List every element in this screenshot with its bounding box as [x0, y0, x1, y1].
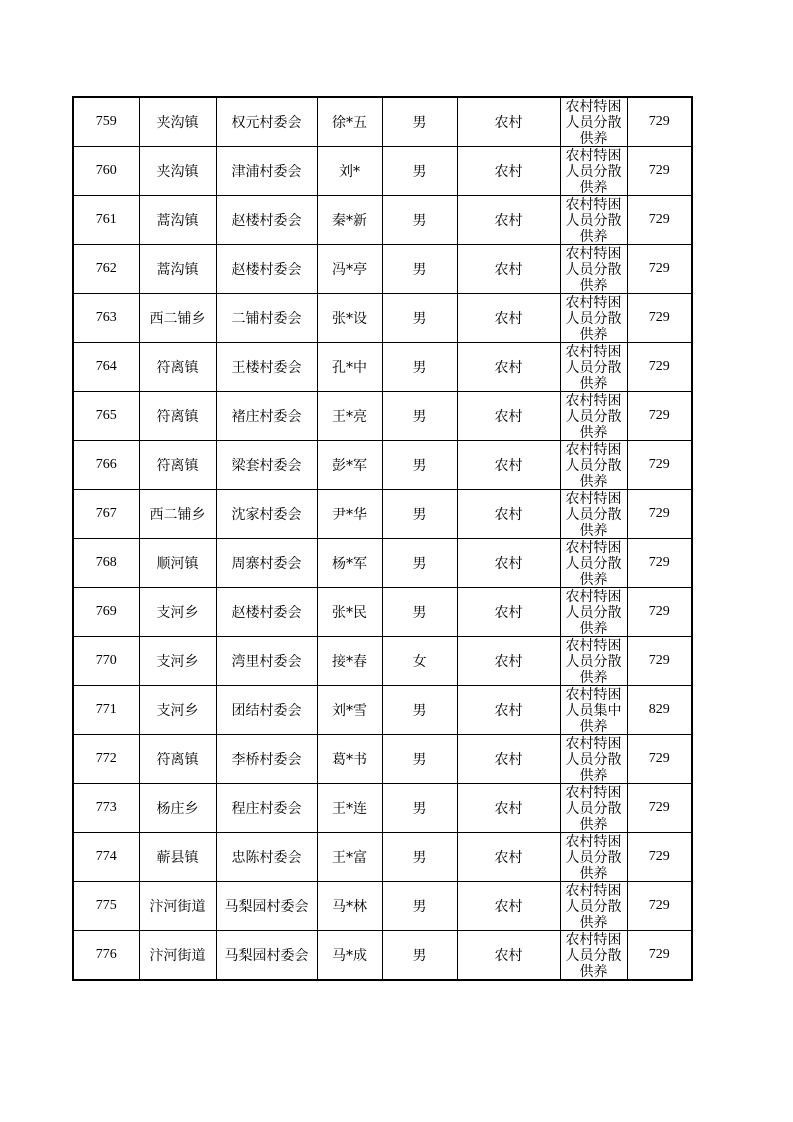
- cell-name: 王*富: [317, 833, 382, 882]
- support-type-text: 农村特困人员集中供养: [565, 687, 622, 734]
- table-row: [73, 441, 692, 490]
- table-row: [73, 784, 692, 833]
- cell-town: 蕲县镇: [139, 833, 216, 882]
- cell-support-type: [560, 196, 627, 245]
- cell-name: 秦*新: [317, 196, 382, 245]
- cell-name: 刘*雪: [317, 686, 382, 735]
- cell-town: 汴河街道: [139, 882, 216, 931]
- cell-gender: 男: [382, 245, 457, 294]
- support-type-text: 农村特困人员分散供养: [565, 148, 622, 195]
- cell-area: 农村: [457, 833, 560, 882]
- cell-village: 赵楼村委会: [216, 588, 317, 637]
- cell-amount: 729: [627, 637, 692, 686]
- cell-gender: 男: [382, 441, 457, 490]
- cell-number: 774: [73, 833, 139, 882]
- cell-area: 农村: [457, 245, 560, 294]
- cell-village: 赵楼村委会: [216, 245, 317, 294]
- cell-number: 759: [73, 97, 139, 147]
- cell-name: 刘*: [317, 147, 382, 196]
- cell-amount: 729: [627, 833, 692, 882]
- cell-number: 770: [73, 637, 139, 686]
- cell-gender: 男: [382, 392, 457, 441]
- cell-town: 符离镇: [139, 735, 216, 784]
- table-row: [73, 196, 692, 245]
- cell-area: 农村: [457, 294, 560, 343]
- table-body: [73, 97, 692, 980]
- cell-town: 符离镇: [139, 441, 216, 490]
- support-type-text: 农村特困人员分散供养: [565, 246, 622, 293]
- cell-amount: 729: [627, 735, 692, 784]
- cell-area: 农村: [457, 735, 560, 784]
- cell-amount: 729: [627, 588, 692, 637]
- cell-gender: 男: [382, 833, 457, 882]
- cell-village: 李桥村委会: [216, 735, 317, 784]
- cell-area: 农村: [457, 196, 560, 245]
- cell-amount: 729: [627, 882, 692, 931]
- cell-area: 农村: [457, 686, 560, 735]
- table-row: [73, 97, 692, 147]
- cell-support-type: [560, 441, 627, 490]
- cell-amount: 729: [627, 931, 692, 981]
- cell-amount: 729: [627, 245, 692, 294]
- cell-area: 农村: [457, 784, 560, 833]
- support-type-text: 农村特困人员分散供养: [565, 932, 622, 979]
- cell-village: 王楼村委会: [216, 343, 317, 392]
- cell-amount: 729: [627, 97, 692, 147]
- support-type-text: 农村特困人员分散供养: [565, 393, 622, 440]
- cell-name: 徐*五: [317, 97, 382, 147]
- cell-support-type: [560, 245, 627, 294]
- cell-support-type: [560, 588, 627, 637]
- cell-village: 权元村委会: [216, 97, 317, 147]
- cell-village: 二铺村委会: [216, 294, 317, 343]
- cell-amount: 729: [627, 147, 692, 196]
- cell-amount: 729: [627, 196, 692, 245]
- cell-number: 761: [73, 196, 139, 245]
- cell-amount: 729: [627, 392, 692, 441]
- cell-gender: 男: [382, 490, 457, 539]
- cell-number: 772: [73, 735, 139, 784]
- cell-amount: 729: [627, 441, 692, 490]
- table-row: [73, 245, 692, 294]
- cell-area: 农村: [457, 343, 560, 392]
- cell-area: 农村: [457, 97, 560, 147]
- cell-gender: 男: [382, 196, 457, 245]
- cell-name: 王*亮: [317, 392, 382, 441]
- cell-village: 沈家村委会: [216, 490, 317, 539]
- table-row: [73, 392, 692, 441]
- support-type-text: 农村特困人员分散供养: [565, 834, 622, 881]
- cell-number: 763: [73, 294, 139, 343]
- table-row: [73, 931, 692, 981]
- cell-support-type: [560, 931, 627, 981]
- cell-support-type: [560, 147, 627, 196]
- cell-town: 杨庄乡: [139, 784, 216, 833]
- cell-name: 王*连: [317, 784, 382, 833]
- cell-village: 忠陈村委会: [216, 833, 317, 882]
- cell-support-type: [560, 686, 627, 735]
- cell-gender: 男: [382, 882, 457, 931]
- cell-town: 夹沟镇: [139, 97, 216, 147]
- table-row: [73, 686, 692, 735]
- cell-gender: 男: [382, 539, 457, 588]
- cell-village: 赵楼村委会: [216, 196, 317, 245]
- cell-number: 765: [73, 392, 139, 441]
- cell-town: 支河乡: [139, 588, 216, 637]
- cell-gender: 男: [382, 686, 457, 735]
- support-type-text: 农村特困人员分散供养: [565, 736, 622, 783]
- cell-village: 团结村委会: [216, 686, 317, 735]
- cell-name: 张*设: [317, 294, 382, 343]
- cell-name: 接*春: [317, 637, 382, 686]
- cell-name: 冯*亭: [317, 245, 382, 294]
- cell-number: 773: [73, 784, 139, 833]
- cell-name: 马*成: [317, 931, 382, 981]
- cell-amount: 729: [627, 539, 692, 588]
- cell-support-type: [560, 294, 627, 343]
- cell-support-type: [560, 539, 627, 588]
- cell-support-type: [560, 784, 627, 833]
- cell-village: 湾里村委会: [216, 637, 317, 686]
- cell-area: 农村: [457, 882, 560, 931]
- cell-village: 褚庄村委会: [216, 392, 317, 441]
- cell-number: 775: [73, 882, 139, 931]
- support-type-text: 农村特困人员分散供养: [565, 344, 622, 391]
- cell-gender: 男: [382, 931, 457, 981]
- cell-support-type: [560, 735, 627, 784]
- cell-number: 768: [73, 539, 139, 588]
- records-table: [72, 96, 693, 981]
- cell-number: 776: [73, 931, 139, 981]
- cell-name: 张*民: [317, 588, 382, 637]
- cell-number: 771: [73, 686, 139, 735]
- cell-village: 周寨村委会: [216, 539, 317, 588]
- cell-support-type: [560, 637, 627, 686]
- table-row: [73, 637, 692, 686]
- cell-area: 农村: [457, 637, 560, 686]
- cell-support-type: [560, 343, 627, 392]
- cell-gender: 女: [382, 637, 457, 686]
- support-type-text: 农村特困人员分散供养: [565, 442, 622, 489]
- support-type-text: 农村特困人员分散供养: [565, 540, 622, 587]
- cell-amount: 829: [627, 686, 692, 735]
- cell-gender: 男: [382, 147, 457, 196]
- table-row: [73, 588, 692, 637]
- cell-gender: 男: [382, 294, 457, 343]
- cell-number: 760: [73, 147, 139, 196]
- cell-name: 彭*军: [317, 441, 382, 490]
- cell-name: 马*林: [317, 882, 382, 931]
- support-type-text: 农村特困人员分散供养: [565, 491, 622, 538]
- cell-village: 马梨园村委会: [216, 931, 317, 981]
- cell-town: 支河乡: [139, 637, 216, 686]
- cell-village: 梁套村委会: [216, 441, 317, 490]
- cell-town: 夹沟镇: [139, 147, 216, 196]
- cell-town: 顺河镇: [139, 539, 216, 588]
- table-row: [73, 343, 692, 392]
- support-type-text: 农村特困人员分散供养: [565, 589, 622, 636]
- table-row: [73, 882, 692, 931]
- cell-area: 农村: [457, 441, 560, 490]
- cell-town: 蒿沟镇: [139, 196, 216, 245]
- cell-gender: 男: [382, 343, 457, 392]
- cell-number: 769: [73, 588, 139, 637]
- cell-support-type: [560, 490, 627, 539]
- cell-gender: 男: [382, 784, 457, 833]
- cell-village: 马梨园村委会: [216, 882, 317, 931]
- cell-area: 农村: [457, 539, 560, 588]
- cell-amount: 729: [627, 294, 692, 343]
- cell-area: 农村: [457, 931, 560, 981]
- cell-village: 程庄村委会: [216, 784, 317, 833]
- cell-village: 津浦村委会: [216, 147, 317, 196]
- cell-town: 符离镇: [139, 392, 216, 441]
- cell-amount: 729: [627, 490, 692, 539]
- cell-area: 农村: [457, 392, 560, 441]
- cell-area: 农村: [457, 588, 560, 637]
- cell-name: 尹*华: [317, 490, 382, 539]
- table-row: [73, 833, 692, 882]
- support-type-text: 农村特困人员分散供养: [565, 785, 622, 832]
- cell-town: 支河乡: [139, 686, 216, 735]
- cell-number: 764: [73, 343, 139, 392]
- cell-number: 762: [73, 245, 139, 294]
- cell-town: 蒿沟镇: [139, 245, 216, 294]
- cell-support-type: [560, 392, 627, 441]
- support-type-text: 农村特困人员分散供养: [565, 99, 622, 146]
- cell-name: 葛*书: [317, 735, 382, 784]
- cell-amount: 729: [627, 343, 692, 392]
- support-type-text: 农村特困人员分散供养: [565, 197, 622, 244]
- support-type-text: 农村特困人员分散供养: [565, 883, 622, 930]
- cell-area: 农村: [457, 147, 560, 196]
- cell-gender: 男: [382, 588, 457, 637]
- cell-gender: 男: [382, 97, 457, 147]
- cell-town: 汴河街道: [139, 931, 216, 981]
- cell-town: 西二铺乡: [139, 294, 216, 343]
- support-type-text: 农村特困人员分散供养: [565, 638, 622, 685]
- cell-town: 西二铺乡: [139, 490, 216, 539]
- cell-name: 杨*军: [317, 539, 382, 588]
- table-row: [73, 294, 692, 343]
- cell-amount: 729: [627, 784, 692, 833]
- cell-support-type: [560, 882, 627, 931]
- cell-name: 孔*中: [317, 343, 382, 392]
- cell-support-type: [560, 833, 627, 882]
- cell-town: 符离镇: [139, 343, 216, 392]
- table-row: [73, 490, 692, 539]
- table-row: [73, 539, 692, 588]
- cell-area: 农村: [457, 490, 560, 539]
- cell-number: 767: [73, 490, 139, 539]
- cell-support-type: [560, 97, 627, 147]
- support-type-text: 农村特困人员分散供养: [565, 295, 622, 342]
- cell-number: 766: [73, 441, 139, 490]
- cell-gender: 男: [382, 735, 457, 784]
- table-row: [73, 147, 692, 196]
- table-row: [73, 735, 692, 784]
